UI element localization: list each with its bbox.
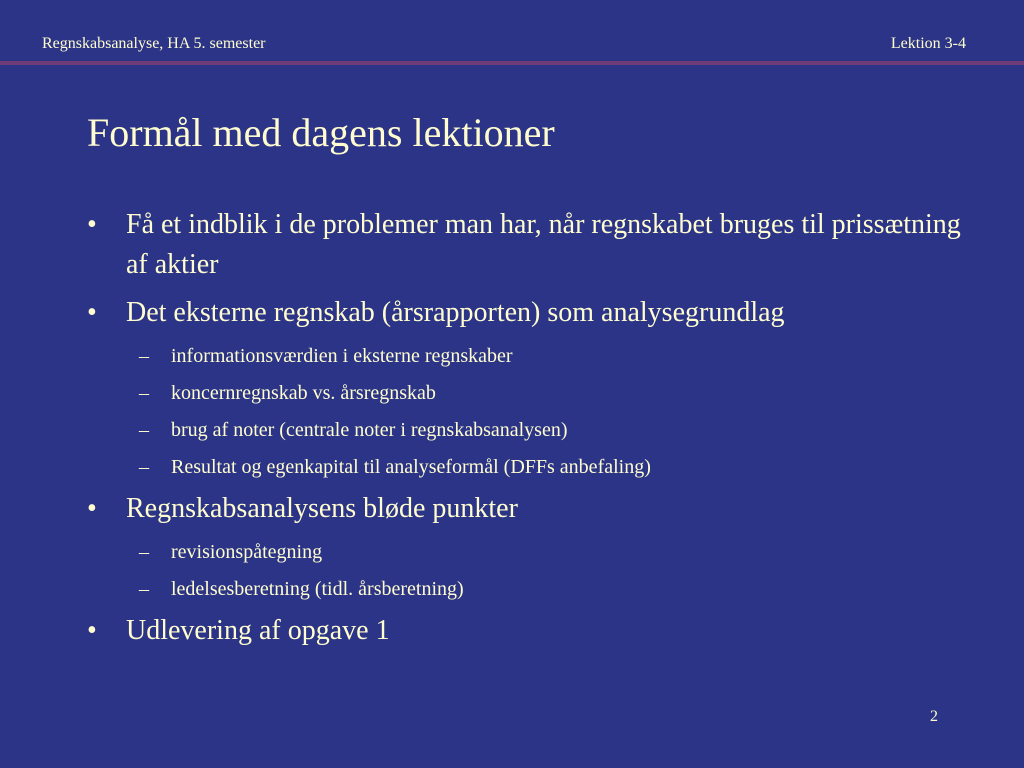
sub-bullet-text: ledelsesberetning (tidl. årsberetning) — [171, 578, 464, 600]
bullet-marker: • — [87, 297, 97, 328]
sub-bullet-item — [87, 537, 967, 567]
sub-bullet-text: revisionspåtegning — [171, 541, 323, 563]
bullet-item — [87, 611, 967, 651]
bullet-item — [87, 205, 967, 285]
sub-bullet-text: informationsværdien i eksterne regnskaber — [171, 345, 513, 367]
sub-bullet-marker: – — [139, 382, 149, 404]
sub-bullet-text: Resultat og egenkapital til analyseformål (DFFs anbefaling) — [171, 456, 651, 478]
sub-bullet-marker: – — [139, 345, 149, 367]
sub-bullet-item — [87, 378, 967, 408]
sub-bullet-item — [87, 341, 967, 371]
bullet-text: Få et indblik i de problemer man har, når regnskabet bruges til prissætning af aktier — [126, 209, 961, 280]
sub-bullet-marker: – — [139, 419, 149, 441]
header-course-title: Regnskabsanalyse, HA 5. semester — [42, 35, 266, 52]
sub-bullet-item — [87, 574, 967, 604]
slide-title: Formål med dagens lektioner — [87, 110, 555, 155]
page-number: 2 — [930, 708, 938, 725]
bullet-text: Det eksterne regnskab (årsrapporten) som analysegrundlag — [126, 297, 785, 328]
sub-bullet-marker: – — [139, 541, 149, 563]
bullet-item — [87, 489, 967, 529]
sub-bullet-marker: – — [139, 578, 149, 600]
sub-bullet-item — [87, 452, 967, 482]
header-lesson-label: Lektion 3-4 — [890, 35, 966, 52]
sub-bullet-text: brug af noter (centrale noter i regnskabsanalysen) — [171, 419, 568, 441]
header-divider — [0, 61, 1024, 65]
sub-bullet-text: koncernregnskab vs. årsregnskab — [171, 382, 436, 404]
bullet-item — [87, 293, 967, 333]
bullet-marker: • — [87, 493, 97, 524]
bullet-text: Udlevering af opgave 1 — [126, 615, 390, 646]
bullet-marker: • — [87, 209, 97, 240]
bullet-marker: • — [87, 615, 97, 646]
bullet-list — [87, 205, 967, 659]
sub-bullet-marker: – — [139, 456, 149, 478]
bullet-text: Regnskabsanalysens bløde punkter — [126, 493, 518, 524]
sub-bullet-item — [87, 415, 967, 445]
